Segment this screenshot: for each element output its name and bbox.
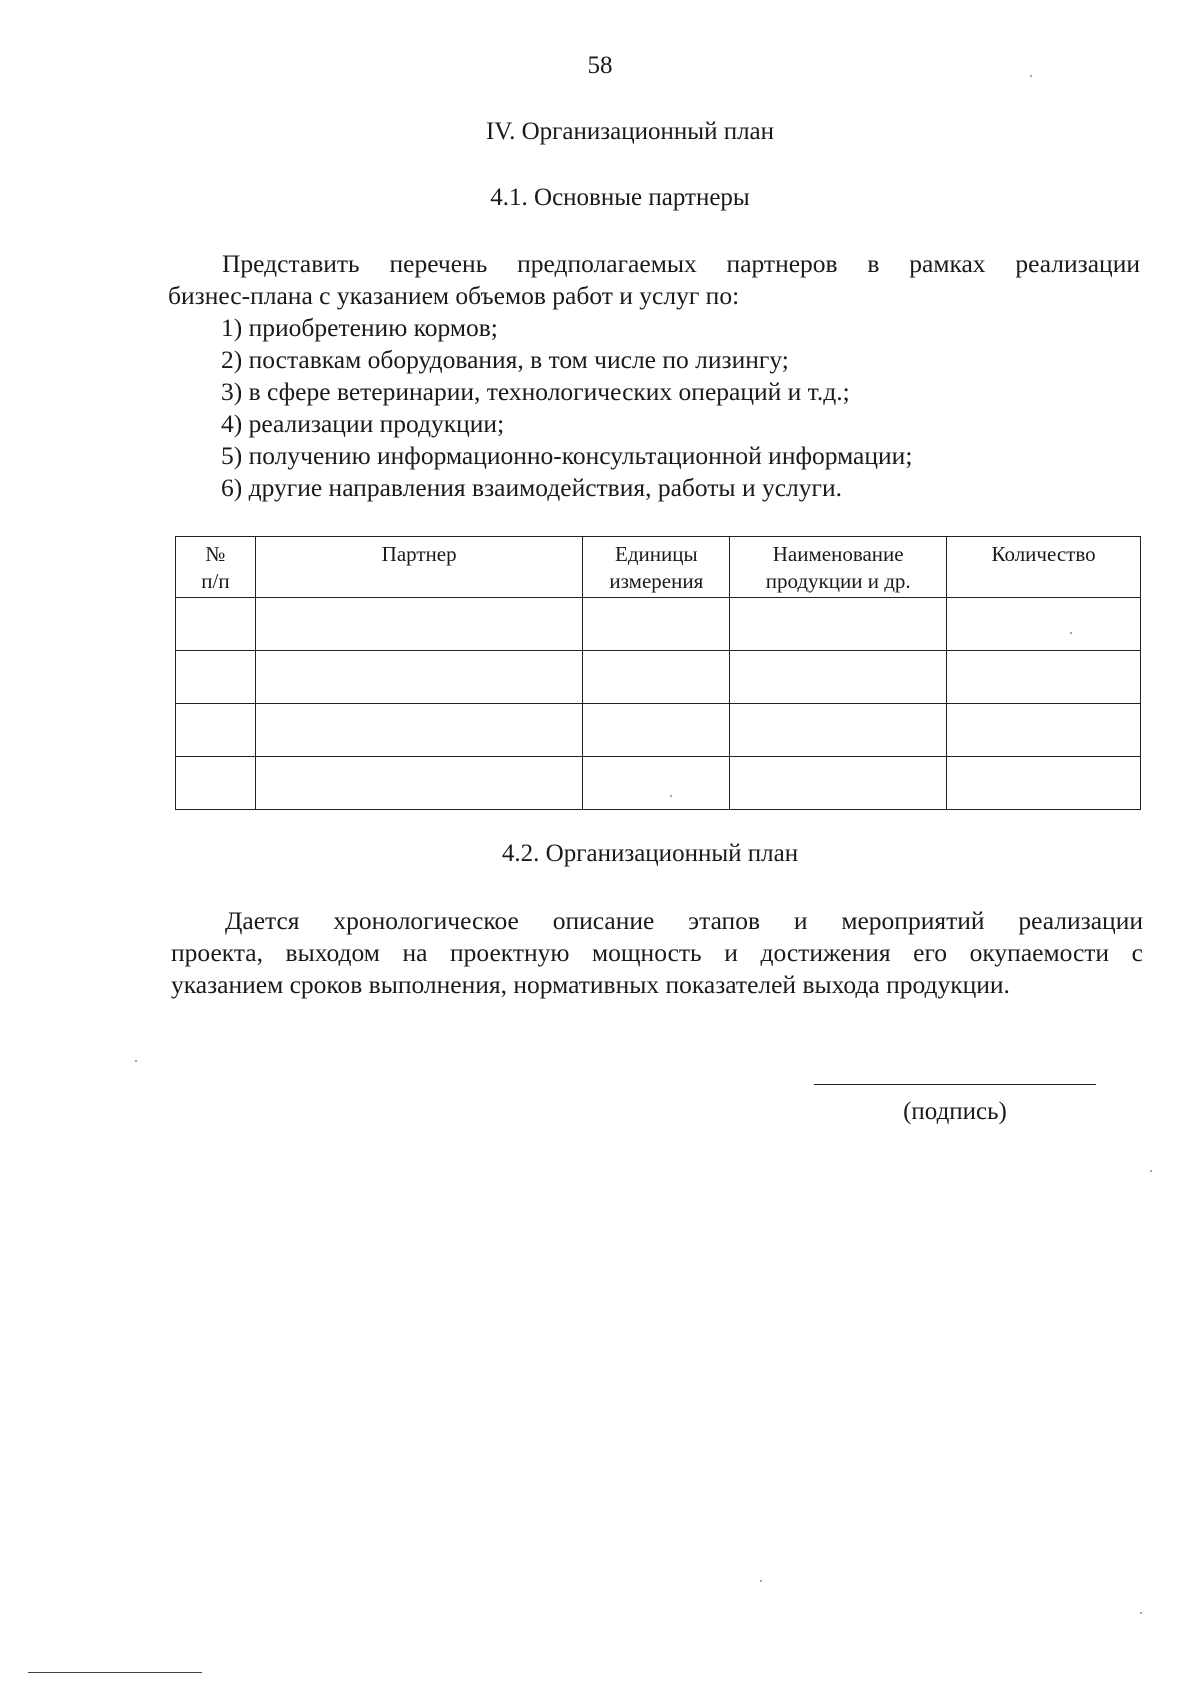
scan-speck (1030, 75, 1032, 77)
list-item: 6) другие направления взаимодействия, работы и услуги. (221, 473, 842, 502)
table-cell (947, 757, 1141, 810)
org-plan-line: указанием сроков выполнения, нормативных показателей выхода продукции. (171, 970, 1010, 999)
signature-line (814, 1084, 1096, 1085)
header-units-line1: Единицы (615, 542, 698, 566)
header-number-line2: п/п (201, 569, 230, 593)
table-cell (730, 598, 947, 651)
header-product-line1: Наименование (772, 542, 904, 566)
table-row (176, 704, 1141, 757)
scan-speck (670, 795, 672, 797)
table-cell (255, 757, 583, 810)
table-row (176, 651, 1141, 704)
list-item: 3) в сфере ветеринарии, технологических операций и т.д.; (221, 377, 850, 406)
table-cell (583, 704, 730, 757)
table-cell (255, 704, 583, 757)
header-partner (255, 537, 583, 598)
list-item: 4) реализации продукции; (221, 409, 505, 438)
partner-directions-list (221, 312, 912, 504)
table-cell (255, 598, 583, 651)
intro-line: Представить перечень предполагаемых партнеров в рамках реализации (222, 249, 1140, 278)
table-cell (947, 651, 1141, 704)
scan-speck (135, 1060, 137, 1062)
table-cell (730, 704, 947, 757)
table-row (176, 757, 1141, 810)
table-cell (730, 757, 947, 810)
scan-speck (1140, 1612, 1142, 1614)
signature-label: (подпись) (903, 1098, 1007, 1125)
header-number (176, 537, 256, 598)
header-quantity (947, 537, 1141, 598)
header-units-line2: измерения (609, 569, 704, 593)
table-cell (583, 757, 730, 810)
section-title: IV. Организационный план (485, 118, 775, 145)
scan-speck (1070, 632, 1072, 634)
table-header-row (176, 537, 1141, 598)
table-row (176, 598, 1141, 651)
scan-speck (1150, 1170, 1152, 1172)
org-plan-line: проекта, выходом на проектную мощность и достижения его окупаемости с (171, 938, 1143, 967)
page-number: 58 (587, 52, 613, 79)
table-cell (583, 598, 730, 651)
list-item: 5) получению информационно-консультационной информации; (221, 441, 913, 470)
footnote-rule (28, 1672, 202, 1673)
table-cell (947, 598, 1141, 651)
table-cell (176, 651, 256, 704)
partners-table (175, 536, 1141, 810)
org-plan-paragraph (171, 905, 1143, 1001)
table-cell (730, 651, 947, 704)
org-plan-line: Дается хронологическое описание этапов и мероприятий реализации (225, 906, 1143, 935)
table-cell (583, 651, 730, 704)
scan-speck (760, 1580, 762, 1582)
intro-paragraph (168, 248, 1140, 312)
header-units (583, 537, 730, 598)
table-cell (176, 757, 256, 810)
header-product-line2: продукции и др. (765, 569, 911, 593)
table-cell (947, 704, 1141, 757)
table-cell (176, 598, 256, 651)
table-cell (176, 704, 256, 757)
header-quantity-label: Количество (991, 542, 1096, 566)
header-product-name (730, 537, 947, 598)
header-partner-label: Партнер (381, 542, 457, 566)
header-number-line1: № (205, 542, 226, 566)
subsection-title-org-plan: 4.2. Организационный план (501, 840, 799, 867)
list-item: 1) приобретению кормов; (221, 313, 498, 342)
intro-line: бизнес-плана с указанием объемов работ и услуг по: (168, 281, 740, 310)
subsection-title-partners: 4.1. Основные партнеры (490, 184, 750, 211)
table-cell (255, 651, 583, 704)
list-item: 2) поставкам оборудования, в том числе по лизингу; (221, 345, 789, 374)
